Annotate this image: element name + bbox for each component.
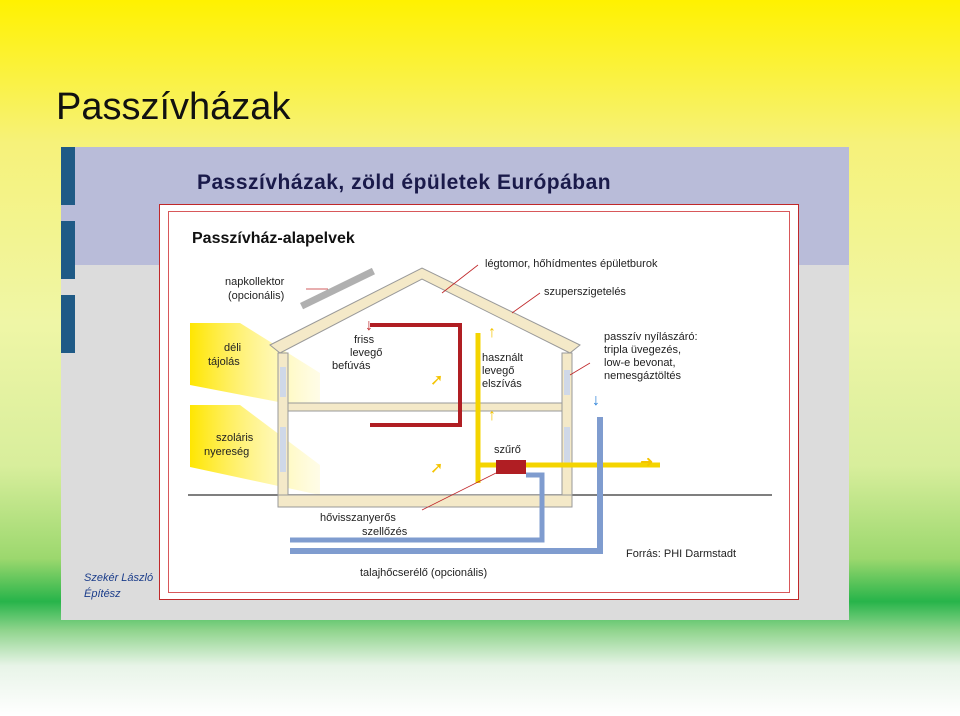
floor-slab <box>278 495 572 507</box>
image-frame <box>61 147 849 620</box>
heat-exchanger <box>496 460 526 474</box>
label-solar-collector: (opcionális) <box>228 290 285 302</box>
side-tab <box>61 221 75 279</box>
arrow-icon: ↓ <box>592 392 600 409</box>
label-fresh-air: friss <box>354 334 375 346</box>
arrow-icon: ↑ <box>488 407 496 424</box>
label-ground-exchanger: talajhőcserélő (opcionális) <box>360 567 488 579</box>
label-source: Forrás: PHI Darmstadt <box>626 548 737 560</box>
label-fresh-air: befúvás <box>332 360 371 372</box>
side-tab <box>61 147 75 205</box>
label-passive-window: nemesgáztöltés <box>604 370 682 382</box>
label-filter: szűrő <box>494 444 521 456</box>
arrow-icon: ➜ <box>640 454 654 471</box>
label-airtight: légtomor, hőhídmentes épületburok <box>485 258 658 270</box>
label-south-orientation: déli <box>224 342 242 354</box>
pointer-line <box>512 293 540 313</box>
slide-title: Passzívházak <box>56 86 291 128</box>
window <box>280 427 286 472</box>
passive-house-diagram <box>160 205 798 599</box>
label-heat-recovery: szellőzés <box>362 526 408 538</box>
label-used-air: levegő <box>482 365 515 377</box>
label-used-air: elszívás <box>482 378 522 390</box>
ground-heat-exchanger-pipe <box>290 417 600 551</box>
label-solar-gain: szoláris <box>216 432 254 444</box>
middle-floor <box>288 403 562 411</box>
label-passive-window: low-e bevonat, <box>604 357 676 369</box>
arrow-icon: ↓ <box>365 317 373 334</box>
pointer-line <box>570 363 590 375</box>
label-used-air: használt <box>482 352 523 364</box>
window <box>564 427 570 467</box>
label-passive-window: tripla üvegezés, <box>604 344 682 356</box>
author-role: Építész <box>84 588 121 600</box>
label-passive-window: passzív nyílászáró: <box>604 331 698 343</box>
label-heat-recovery: hővisszanyerős <box>320 512 396 524</box>
author-name: Szekér László <box>84 572 154 584</box>
label-south-orientation: tájolás <box>208 356 240 368</box>
arrow-icon: ➚ <box>430 460 444 477</box>
roof-insulation <box>270 268 580 353</box>
window <box>564 370 570 395</box>
author-credit <box>84 570 153 602</box>
diagram-heading: Passzívház-alapelvek <box>192 230 355 247</box>
label-solar-gain: nyereség <box>204 446 250 458</box>
side-tab <box>61 295 75 353</box>
diagram-box <box>159 204 799 600</box>
arrow-icon: ➚ <box>430 372 444 389</box>
label-superinsulation: szuperszigetelés <box>544 286 626 298</box>
label-solar-collector: napkollektor <box>225 276 285 288</box>
window <box>280 367 286 397</box>
label-fresh-air: levegő <box>350 347 383 359</box>
arrow-icon: ↑ <box>488 324 496 341</box>
frame-title: Passzívházak, zöld épületek Európában <box>197 171 612 194</box>
